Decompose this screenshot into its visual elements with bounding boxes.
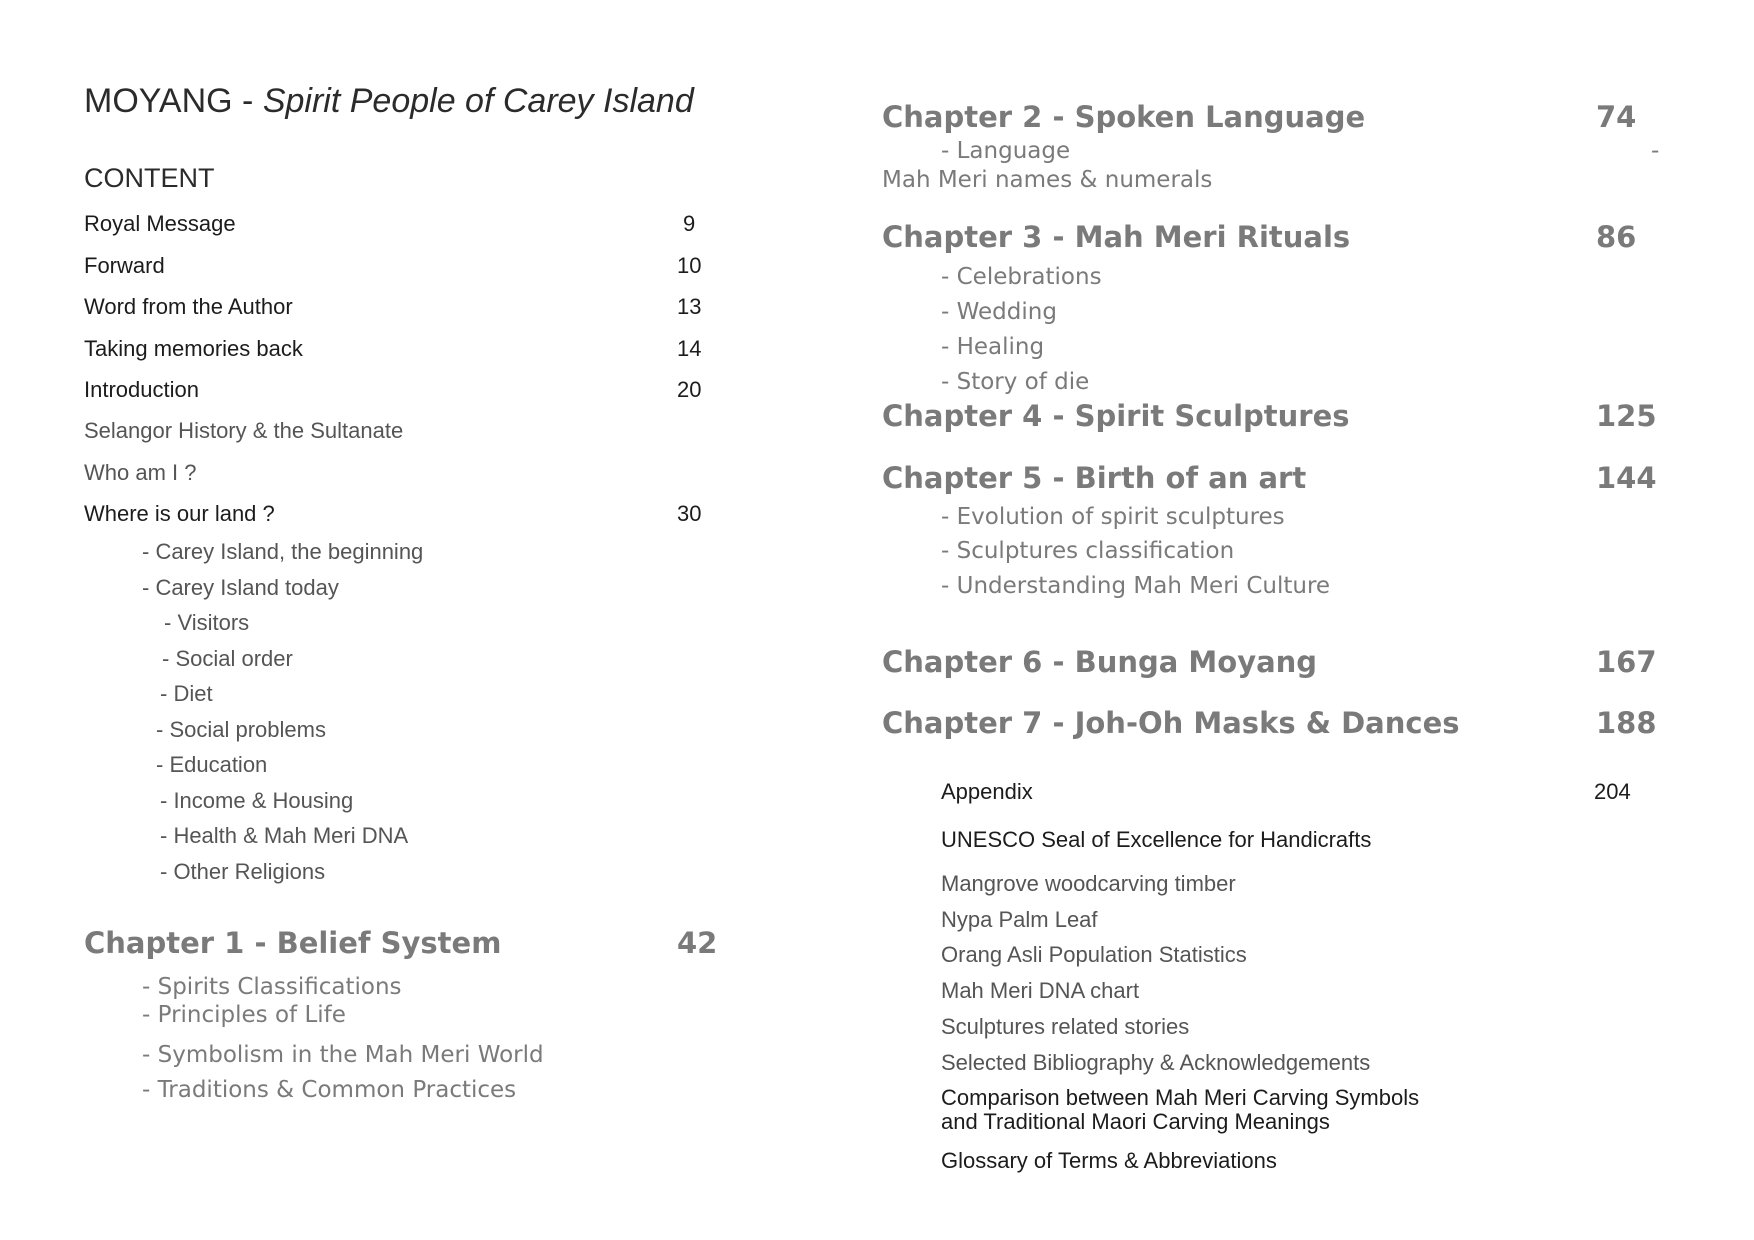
- content-heading: CONTENT: [84, 163, 215, 193]
- toc-entry-forward: Forward: [84, 253, 165, 278]
- book-title-main: MOYANG -: [84, 82, 263, 120]
- appendix-item: Comparison between Mah Meri Carving Symbols: [941, 1085, 1420, 1110]
- toc-subitem: - Education: [156, 752, 268, 777]
- appendix-page: 204: [1594, 779, 1631, 804]
- chapter-5-title: Chapter 5 - Birth of an art: [882, 461, 1307, 495]
- toc-page-introduction: 20: [677, 377, 702, 402]
- chapter-6-page: 167: [1596, 645, 1657, 679]
- toc-entry-royal-message: Royal Message: [84, 211, 236, 236]
- appendix-item: UNESCO Seal of Excellence for Handicrafts: [941, 827, 1372, 852]
- book-title: [84, 82, 694, 121]
- chapter-5-page: 144: [1596, 461, 1657, 495]
- toc-subitem: - Carey Island today: [142, 575, 339, 600]
- chapter-7-page: 188: [1596, 706, 1657, 740]
- toc-entry-word-from-author: Word from the Author: [84, 294, 293, 319]
- chapter-1-subitem: - Principles of Life: [142, 1002, 346, 1028]
- chapter-2-subitem: Mah Meri names & numerals: [882, 167, 1213, 193]
- toc-entry-who-am-i: Who am I ?: [84, 460, 197, 485]
- chapter-1-page: 42: [677, 926, 718, 960]
- toc-page-word-from-author: 13: [677, 294, 702, 319]
- chapter-2-dash: -: [1651, 138, 1660, 164]
- chapter-3-page: 86: [1596, 220, 1637, 254]
- chapter-5-subitem: - Understanding Mah Meri Culture: [941, 573, 1331, 599]
- chapter-1-subitem: - Spirits Classifications: [142, 974, 402, 1000]
- appendix-item: Selected Bibliography & Acknowledgements: [941, 1050, 1371, 1075]
- chapter-2-subitem: - Language: [941, 138, 1071, 164]
- toc-subitem: - Diet: [160, 681, 213, 706]
- chapter-3-subitem: - Healing: [941, 334, 1045, 360]
- chapter-4-title: Chapter 4 - Spirit Sculptures: [882, 399, 1350, 433]
- appendix-item: Orang Asli Population Statistics: [941, 942, 1247, 967]
- toc-subitem: - Social order: [162, 646, 293, 671]
- appendix-item: Mangrove woodcarving timber: [941, 871, 1236, 896]
- toc-subitem: - Other Religions: [160, 859, 326, 884]
- book-title-italic: Spirit People of Carey Island: [262, 82, 694, 120]
- toc-entry-taking-memories-back: Taking memories back: [84, 336, 303, 361]
- chapter-7-title: Chapter 7 - Joh-Oh Masks & Dances: [882, 706, 1460, 740]
- toc-page-forward: 10: [677, 253, 702, 278]
- toc-subitem: - Carey Island, the beginning: [142, 539, 424, 564]
- toc-page-where-is-our-land: 30: [677, 501, 702, 526]
- chapter-2-title: Chapter 2 - Spoken Language: [882, 100, 1366, 134]
- toc-page-royal-message: 9: [683, 211, 696, 236]
- toc-entry-selangor-history: Selangor History & the Sultanate: [84, 418, 404, 443]
- chapter-1-subitem: - Symbolism in the Mah Meri World: [142, 1042, 544, 1068]
- toc-subitem: - Health & Mah Meri DNA: [160, 823, 409, 848]
- toc-page-taking-memories-back: 14: [677, 336, 702, 361]
- appendix-item: Mah Meri DNA chart: [941, 978, 1140, 1003]
- toc-subitem: - Income & Housing: [160, 788, 354, 813]
- chapter-3-subitem: - Wedding: [941, 299, 1057, 325]
- chapter-4-page: 125: [1596, 399, 1657, 433]
- chapter-5-subitem: - Evolution of spirit sculptures: [941, 504, 1285, 530]
- chapter-3-subitem: - Celebrations: [941, 264, 1102, 290]
- chapter-6-title: Chapter 6 - Bunga Moyang: [882, 645, 1318, 679]
- appendix-item: Glossary of Terms & Abbreviations: [941, 1148, 1277, 1173]
- toc-entry-where-is-our-land: Where is our land ?: [84, 501, 275, 526]
- appendix-item: Nypa Palm Leaf: [941, 907, 1098, 932]
- chapter-5-subitem: - Sculptures classification: [941, 538, 1235, 564]
- chapter-2-page: 74: [1596, 100, 1637, 134]
- appendix-title: Appendix: [941, 779, 1033, 804]
- toc-entry-introduction: Introduction: [84, 377, 199, 402]
- toc-subitem: - Social problems: [156, 717, 326, 742]
- chapter-1-subitem: - Traditions & Common Practices: [142, 1077, 517, 1103]
- appendix-item: and Traditional Maori Carving Meanings: [941, 1109, 1330, 1134]
- toc-subitem: - Visitors: [164, 610, 250, 635]
- chapter-3-title: Chapter 3 - Mah Meri Rituals: [882, 220, 1351, 254]
- chapter-1-title: Chapter 1 - Belief System: [84, 926, 502, 960]
- appendix-item: Sculptures related stories: [941, 1014, 1190, 1039]
- chapter-3-subitem: - Story of die: [941, 369, 1090, 395]
